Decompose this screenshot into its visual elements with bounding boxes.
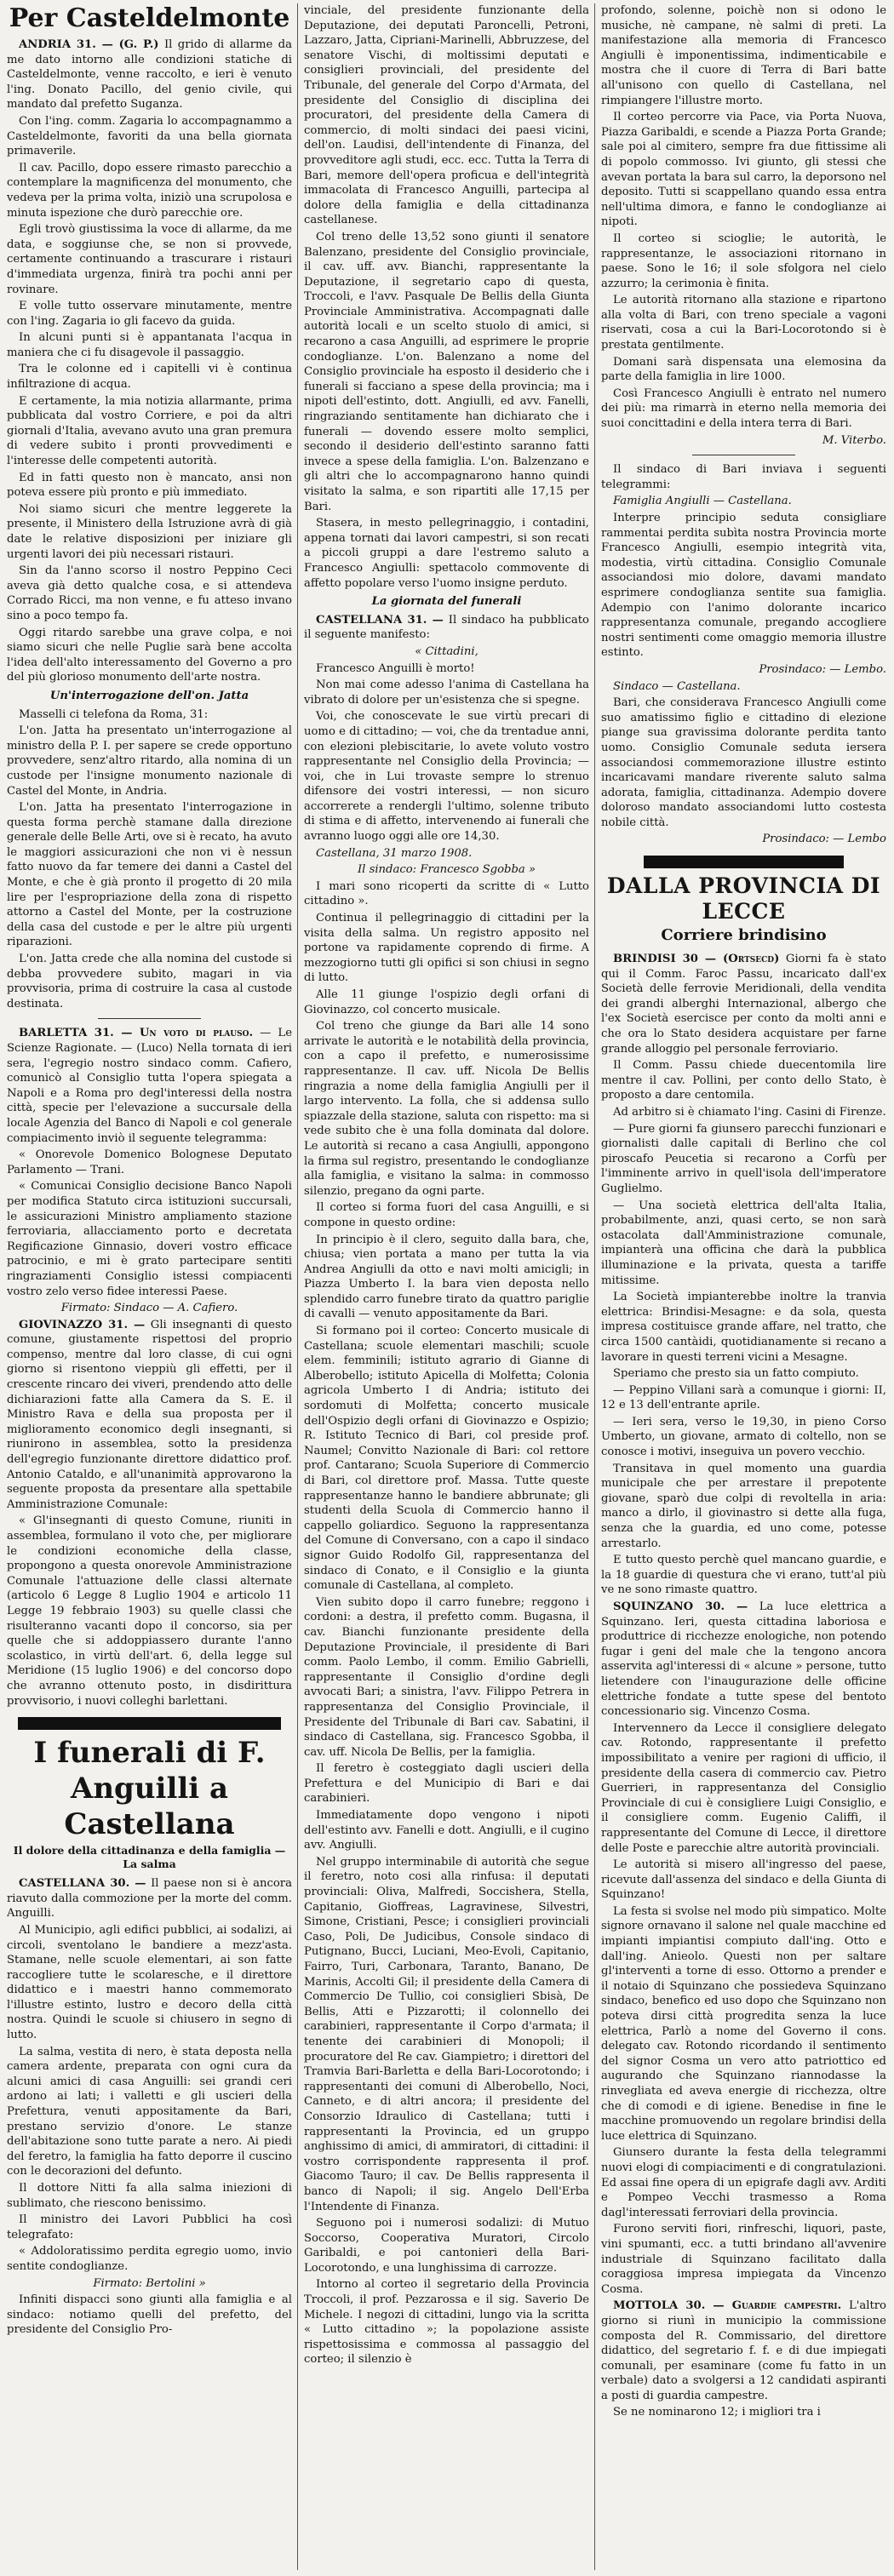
dateline: SQUINZANO 30. —: [613, 1600, 748, 1613]
paragraph: — Peppino Villani sarà a comunque i giorni: II, 12 e 13 dell'entrante aprile.: [601, 1383, 886, 1412]
paragraph: L'on. Jatta ha presentato l'interrogazione in questa forma perchè stamane dalla direzione generale delle Belle Arti, ove si è recato, ha avuto le maggiori assicurazioni che non vi è nessun fatto nuovo da far temere dei danni a Castel del Monte, e che è già pronto il progetto di 20 mila lire per l'espropriazione della zona di rispetto attorno a Castel del Monte, per la costruzione della casa del custode e per le altre più urgenti riparazioni.: [7, 801, 292, 949]
paragraph: [7, 1318, 292, 1513]
headline-funerali: I funerali di F. Anguilli a Castellana: [33, 1736, 266, 1842]
dateline: CASTELLANA 30. —: [19, 1877, 146, 1891]
paragraph: Noi siamo sicuri che mentre leggerete la presente, il Ministero della Istruzione avrà di già date le relative disposizioni per iniziare gli urgenti lavori dei più necessari ristauri.: [7, 502, 292, 561]
paragraph-text: La luce elettrica a Squinzano. Ieri, questa cittadina laboriosa e produttrice di ricchezze enologiche, non potendo fugar i geni del male che la tengono ancora asservita agl'interessi di « alcune » persone, tutto lietendere con l'inaugurazione delle officine elettriche fondate a tutte spese del bentoto concessionario sig. Vincenzo Cosma.: [601, 1600, 886, 1719]
dateline: MOTTOLA 30. — Guardie campestri.: [613, 2299, 842, 2313]
paragraph: L'on. Jatta crede che alla nomina del custode si debba provvedere subito, magari in via provvisoria, prima di costruire la casa al custode destinata.: [7, 953, 292, 1010]
paragraph: Castellana, 31 marzo 1908.: [316, 846, 473, 860]
paragraph: « Cittadini,: [415, 644, 479, 658]
paragraph: Sindaco — Castellana.: [613, 679, 741, 693]
paragraph: In principio è il clero, seguito dalla bara, che, chiusa; vien portata a mano per tutta la via Andrea Angiulli da otto e navi molti amicigli; in Piazza Umberto I. la bara vien deposta nello splendido carro funebre tirato da quattro pariglie di cavalli — venuto appositamente da Bari.: [304, 1233, 589, 1321]
paragraph: Intorno al corteo il segretario della Provincia Troccoli, il prof. Pezzarossa e il sig. Saverio De Michele. I negozi di cittadini, lungo via la scritta « Lutto cittadino »; la popolazione assiste rispettosissima e commossa al passaggio del corteo; il silenzio è: [304, 2278, 589, 2367]
paragraph: E certamente, la mia notizia allarmante, prima pubblicata dal vostro Corriere, e poi da altri giornali d'Italia, avevano avuto una gran premura di vedere subito i pronti provvedimenti e l'interesse delle competenti autorità.: [7, 394, 292, 468]
signature: Il sindaco: Francesco Sgobba »: [357, 863, 536, 877]
paragraph: Infiniti dispacci sono giunti alla famiglia e al sindaco: notiamo quelli del prefetto, del presidente del Consiglio Pro-: [7, 2293, 292, 2337]
paragraph: Bari, che considerava Francesco Angiulli come suo amatissimo figlio e cittadino di elezione piange sua gravissima dolorante perdita tanto uomo. Consiglio Comunale seduta iersera associandosi commemorazione illustre estinto incaricavami mandare riverente saluto salma adorata, famiglia, cittadinanza. Adempio dovere doloroso mandato associandomi lutto costesta nobile città.: [601, 696, 886, 829]
dateline: ANDRIA 31. — (G. P.): [19, 38, 159, 51]
paragraph: « Gl'insegnanti di questo Comune, riuniti in assemblea, formulano il voto che, per migliorare le condizioni economiche della classe, propongono a questa onorevole Amministrazione Comunale l'attuazione delle classi alternate (articolo 6 Legge 8 Luglio 1904 e articolo 11 Legge 19 febbraio 1903) su quelle classi che risulteranno vacanti dopo il concorso, sia per quelle che si addoppiassero durante l'anno scolastico, in virtù dell'art. 6, della legge sul Meridione (15 luglio 1906) e del concorso dopo che avranno ottenuto posto, in disdirittura provvisorio, i nuovi colleghi barlettani.: [7, 1514, 292, 1708]
paragraph: Giunsero durante la festa della telegrammi nuovi elogi di compiacimenti e di congratulazioni. Ed assai fine opera di un epigrafe dagli avv. Arditi e Pompeo Vecchi trasmesso a Roma dagl'interessati ferroviari della provincia.: [601, 2146, 886, 2219]
paragraph: Egli trovò giustissima la voce di allarme, da me data, e soggiunse che, se non si provvede, certamente continuando a trascurare i ristauri d'immediata urgenza, finirà tra pochi anni per rovinare.: [7, 223, 292, 296]
paragraph: Sin da l'anno scorso il nostro Peppino Ceci aveva già detto qualche cosa, e si attendeva Corrado Ricci, ma non venne, e fu atteso invano sino a poco tempo fa.: [7, 564, 292, 622]
paragraph: Intervennero da Lecce il consigliere delegato cav. Rotondo, rappresentante il prefetto impossibilitato a venire per ragioni di ufficio, il presidente della casera di commercio cav. Pietro Guerrieri, in rappresentanza del Consiglio Provinciale di cui è consigliere Luigi Consiglio, e il consigliere comm. Eugenio Califfi, il rappresentante del Comune di Lecce, il direttore delle Poste e parecchie altre autorità provinciali.: [601, 1721, 886, 1855]
paragraph: Masselli ci telefona da Roma, 31:: [19, 707, 209, 721]
dateline: BRINDISI 30 — (Ortsecd): [613, 953, 780, 966]
paragraph: L'on. Jatta ha presentato un'interrogazione al ministro della P. I. per sapere se crede opportuno provvedere, senz'altro ritardo, alla nomina di un custode per l'insigne monumento nazionale di Castel del Monte, in Andria.: [7, 724, 292, 798]
paragraph: Al Municipio, agli edifici pubblici, ai sodalizi, ai circoli, sventolano le bandiere a mezz'asta. Stamane, nelle scuole elementari, ai son fatte raccogliere tutte le scolaresche, e il direttore didattico e i maestri hanno commemorato l'illustre estinto, lustro e decoro della città nostra. Quindi le scuole si chiusero in segno di lutto.: [7, 1923, 292, 2042]
paragraph: Interpre principio seduta consigliare rammentai perdita subìta nostra Provincia morte Francesco Angiulli, esempio integrità vita, modestia, virtù cittadina. Consiglio Comunale associandosi mio dolore, davami mandato esprimere condoglianza sentite sua famiglia. Adempio con l'animo dolorante incarico rappresentanza comunale, pregando accogliere nostri sentimenti come omaggio memoria illustre estinto.: [601, 512, 886, 660]
paragraph-text: L'altro giorno si riunì in municipio la commissione composta del R. Commissario, del direttore didattico, del segretario f. f. e di due impiegati comunali, per esaminare (come fu fatto in un verbale) dato a svolgersi a 12 candidati aspiranti a posti di guardia campestre.: [601, 2299, 886, 2402]
paragraph: — Pure giorni fa giunsero parecchi funzionari e giornalisti dalle capitali di Berlino che col piroscafo Peucetia si recarono a Corfù per l'imminente arrivo in quell'isola dell'imperatore Guglielmo.: [601, 1122, 886, 1195]
paragraph-text: Giorni fa è stato qui il Comm. Faroc Passu, incaricato dall'ex Società delle ferrovie Meridionali, della vendita dei grandi alberghi Internazional, albergo che l'ex Società esercisce per conto da molti anni e che ora lo Stato desidera acquistare per farne grande alloggio pel personale ferroviario.: [601, 953, 886, 1056]
paragraph: Il corteo si forma fuori del casa Anguilli, e si compone in questo ordine:: [304, 1201, 589, 1229]
section-banner: [18, 1717, 280, 1730]
column-1: [7, 3, 292, 2570]
signature: Firmato: Sindaco — A. Cafiero.: [60, 1302, 238, 1315]
paragraph: [7, 37, 292, 112]
paragraph: Se ne nominarono 12; i migliori tra i: [613, 2406, 821, 2419]
paragraph: La Società impianterebbe inoltre la tranvia elettrica: Brindisi-Mesagne: e da sola, questa impresa costituisce grande affare, nel tratto, che circa 1500 cantàidi, quotidianamente si recano a lavorare in questi terreni vicini a Mesagne.: [601, 1291, 886, 1364]
paragraph: Le autorità si misero all'ingresso del paese, ricevute dall'assenza del sindaco e della Giunta di Squinzano!: [601, 1858, 886, 1902]
dateline: CASTELLANA 31. —: [316, 613, 444, 627]
paragraph: Il cav. Pacillo, dopo essere rimasto parecchio a contemplare la magnificenza del monumento, che vedeva per la prima volta, iniziò una scrupolosa e minuta ispezione che durò parecchie ore.: [7, 161, 292, 220]
headline-lecce: DALLA PROVINCIA DI LECCE: [606, 873, 881, 924]
paragraph: Francesco Anguilli è morto!: [316, 661, 475, 675]
paragraph: Furono serviti fiori, rinfreschi, liquori, paste, vini spumanti, ecc. a tutti brindano all'avvenire industriale di Squinzano facilitato dalla coraggiosa impresa impiegata da Vincenzo Cosma.: [601, 2223, 886, 2296]
paragraph: Il sindaco di Bari inviava i seguenti telegrammi:: [601, 463, 886, 491]
subheading-funerali: La giornata del funerali: [371, 595, 522, 609]
paragraph: « Comunicai Consiglio decisione Banco Napoli per modifica Statuto circa istituzioni succursali, le assicurazioni Ministro ampliamento stazione ferroviaria, allacciamento porto e decretata Regificazione Ginnasio, doveri vostro efficace patrocinio, e mi è grato partecipare sentiti ringraziamenti Consiglio istessi compiacenti vostro zelo verso fidee interessi Paese.: [7, 1180, 292, 1298]
column-3: [601, 3, 886, 2570]
paragraph: E tutto questo perchè quel mancano guardie, e la 18 guardie di questura che vi erano, tutt'al più ve ne sono rimaste quattro.: [601, 1554, 886, 1597]
signature: Prosindaco: — Lembo: [762, 833, 886, 846]
paragraph-text: Il sindaco ha pubblicato il seguente manifesto:: [304, 613, 589, 642]
paragraph: profondo, solenne, poichè non si odono le musiche, nè campane, nè salmi di preti. La manifestazione alla memoria di Francesco Angiulli è imponentissima, indimenticabile e mostra che il cuore di Terra di Bari batte all'unisono con quello di Castellana, nel rimpiangere l'illustre morto.: [601, 4, 886, 107]
paragraph: « Onorevole Domenico Bolognese Deputato Parlamento — Trani.: [7, 1148, 292, 1176]
paragraph: Alle 11 giunge l'ospizio degli orfani di Giovinazzo, col concerto musicale.: [304, 988, 589, 1016]
paragraph: Col treno che giunge da Bari alle 14 sono arrivate le autorità e le notabilità della provincia, con a capo il prefetto, e numerosissime rappresentanze. Il cav. uff. Nicola De Bellis ringrazia a nome della famiglia Angiulli per il largo intervento. La folla, che si addensa sullo spiazzale della stazione, saluta con rispetto: ma si vede subito che è una folla dominata dal dolore. Le autorità si recano a casa Angiulli, appongono la firma sul registro, presentando le condoglianze alla famiglia, e visitano la salma: in commosso silenzio, pregano da ogni parte.: [304, 1020, 589, 1198]
paragraph: [601, 1600, 886, 1720]
paragraph: — Una società elettrica dell'alta Italia, probabilmente, anzi, quasi certo, se non sarà ostacolata dall'Amministrazione comunale, impianterà una officina che darà la pubblica illuminazione e la privata, questa a tariffe mitissime.: [601, 1199, 886, 1287]
paragraph: La salma, vestita di nero, è stata deposta nella camera ardente, preparata con ogni cura da alcuni amici di casa Anguilli: sei grandi ceri ardono ai lati; i valletti e gli uscieri della Prefettura, venuti appositamente da Bari, prestano servizio d'onore. Le stanze dell'abitazione sono tutte parate a nero. Ai piedi del feretro, la famiglia ha fatto deporre il cuscino con le decorazioni del defunto.: [7, 2045, 292, 2178]
column-2: [304, 3, 589, 2570]
subheadline-funerali: Il dolore della cittadinanza e della famiglia — La salma: [13, 1844, 286, 1871]
column-rule: [297, 3, 298, 2570]
paragraph: Il corteo percorre via Pace, via Porta Nuova, Piazza Garibaldi, e scende a Piazza Porta Grande; sale poi al cimitero, sempre fra due fittissime ali di popolo commosso. Ivi giunto, gli stessi che avevan portata la bara sul carro, la deporsono nel deposito. Tutti si scappellano quando essa entra nell'ultima dimora, e fanno le condoglianze ai nipoti.: [601, 111, 886, 229]
paragraph: Così Francesco Angiulli è entrato nel numero dei più: ma rimarrà in eterno nella memoria dei suoi concittadini e della intera terra di Bari.: [601, 386, 886, 431]
paragraph: I mari sono ricoperti da scritte di « Lutto cittadino ».: [304, 879, 589, 908]
paragraph: Immediatamente dopo vengono i nipoti dell'estinto avv. Fanelli e dott. Angiulli, e il cugino avv. Angiulli.: [304, 1809, 589, 1852]
paragraph: Il Comm. Passu chiede duecentomila lire mentre il cav. Pollini, per conto dello Stato, è proposto a dare centomila.: [601, 1059, 886, 1102]
paragraph: [304, 613, 589, 643]
paragraph: « Addoloratissimo perdita egregio uomo, invio sentite condoglianze.: [7, 2245, 292, 2273]
paragraph-text: Il paese non si è ancora riavuto dalla commozione per la morte del comm. Anguilli.: [7, 1877, 292, 1921]
paragraph-text: Il grido di allarme da me dato intorno alle condizioni statiche di Casteldelmonte, venne raccolto, e ieri è venuto l'ing. Donato Pacillo, del genio civile, qui mandato dal prefetto Suganza.: [7, 38, 292, 112]
section-banner: [644, 856, 844, 868]
paragraph: E volle tutto osservare minutamente, mentre con l'ing. Zagaria io gli facevo da guida.: [7, 300, 292, 328]
paragraph: [7, 1876, 292, 1921]
paragraph: Il feretro è costeggiato dagli uscieri della Prefettura e del Municipio di Bari e dai carabinieri.: [304, 1762, 589, 1806]
column-rule: [594, 3, 595, 2570]
paragraph: Il ministro dei Lavori Pubblici ha così telegrafato:: [7, 2213, 292, 2241]
paragraph-text: Gli insegnanti di questo comune, giustamente rispettosi del proprio compenso, mentre dal loro classe, di cui ogni giorno si risentono vieppiù gli effetti, per il crescente rincaro dei viveri, prendendo atto delle dichiarazioni fatte alla Camera da S. E. il Ministro Rava e della sua proposta per il miglioramento economico degli insegnanti, si riunirono in assemblea, sotto la presidenza dell'egregio funzionante direttore didattico prof. Antonio Cataldo, e all'unanimità approvarono la seguente proposta da presentare alla spettabile Amministrazione Comunale:: [7, 1318, 292, 1511]
paragraph: Si formano poi il corteo: Concerto musicale di Castellana; scuole elementari maschili; scuole elem. femminili; istituto agrario di Gianne di Alberobello; istituto Apicella di Molfetta; Colonia agricola Umberto I di Andria; istituto dei sordomuti di Molfetta; concerto musicale dell'Ospizio degli orfani di Giovinazzo e Ospizio; R. Istituto Tecnico di Bari, col preside prof. Naumel; Convitto Nazionale di Bari: col rettore prof. Cantarano; Scuola Superiore di Commercio di Bari, col direttore prof. Massa. Tutte queste rappresentanze hanno le bandiere abbrunate; gli studenti della Scuola di Commercio hanno il cappello goliardico. Seguono la rappresentanza del Comune di Conversano, con a capo il sindaco signor Guido Rodolfo Gil, rappresentanza del sindaco di Conato, e il Consiglio e la giunta comunale di Castellana, al completo.: [304, 1325, 589, 1593]
paragraph: Il dottore Nitti fa alla salma iniezioni di sublimato, che riescono benissimo.: [7, 2182, 292, 2210]
signature: M. Viterbo.: [822, 433, 886, 447]
paragraph: vinciale, del presidente funzionante della Deputazione, dei deputati Paroncelli, Petroni, Lazzaro, Jatta, Cipriani-Marinelli, Abbruzzese, del senatore Vischi, di moltissimi deputati e consiglieri provinciali, del presidente del Tribunale, del generale del Corpo d'Armata, del presidente del Consiglio di disciplina dei procuratori, del presidente della Camera di commercio, di molti sindaci dei paesi vicini, dell'on. Laudisi, dell'intendente di Finanza, del provveditore agli studi, ecc. ecc. Tutta la Terra di Bari, memore dell'opera proficua e dell'integrità immacolata di Francesco Anguilli, partecipa al dolore della famiglia e della cittadinanza castellanese.: [304, 4, 589, 227]
paragraph: Non mai come adesso l'anima di Castellana ha vibrato di dolore per un'esistenza che si spegne.: [304, 678, 589, 707]
paragraph: Vien subito dopo il carro funebre; reggono i cordoni: a destra, il prefetto comm. Bugasna, il cav. Bianchi funzionante presidente della Deputazione Provinciale, il presidente di Bari comm. Paolo Lembo, il comm. Emilio Gabrielli, rappresentante il Consiglio d'ordine degli avvocati Bari; a sinistra, l'avv. Filippo Petrera in rappresentanza del Consiglio Provinciale, il Presidente del Tribunale di Bari cav. Sabatini, il sindaco di Castellana, sig. Francesco Sgobba, il cav. uff. Nicola De Bellis, per la famiglia.: [304, 1595, 589, 1759]
paragraph: Famiglia Angiulli — Castellana.: [613, 495, 792, 508]
paragraph: [601, 952, 886, 1056]
paragraph: — Ieri sera, verso le 19,30, in pieno Corso Umberto, un giovane, armato di coltello, non se conosce i motivi, inseguiva un povero vecchio.: [601, 1415, 886, 1459]
paragraph: Voi, che conoscevate le sue virtù precari di uomo e di cittadino; — voi, che da trentadue anni, con elezioni plebiscitarie, lo avete voluto vostro rappresentante nel Consiglio della Provincia; — voi, che in Lui trovaste sempre lo strenuo difensore dei vostri interessi, — non sicuro accorrerete a rendergli l'ultimo, solenne tributo di stima e di affetto, intervenendo ai funerali che avranno luogo oggi alle ore 14,30.: [304, 710, 589, 844]
paragraph: Domani sarà dispensata una elemosina da parte della famiglia in lire 1000.: [601, 355, 886, 384]
headline-casteldelmonte: Per Casteldelmonte: [9, 3, 290, 33]
paragraph: Ed in fatti questo non è mancato, ansi non poteva essere più pronto e più immediato.: [7, 471, 292, 500]
paragraph: Transitava in quel momento una guardia municipale che per arrestare il prepotente giovane, sparò due colpi di revoltella in aria: manco a dirlo, il giovinastro si dette alla fuga, senza che la guardia, ed uno come, potesse arrestarlo.: [601, 1462, 886, 1550]
signature: Firmato: Bertolini »: [93, 2276, 206, 2290]
dateline: GIOVINAZZO 31. —: [19, 1318, 146, 1331]
paragraph: Nel gruppo interminabile di autorità che segue il feretro, noto cosi alla rinfusa: il deputati provinciali: Oliva, Malfredi, Soccishera, Stella, Capitanio, Gioffreas, Lagravinese, Silvestri, Simone, Cristiani, Pesce; i consiglieri provinciali Caso, Poli, De Judicibus, Console sindaco di Putignano, Bucci, Luciani, Meo-Evoli, Capitanio, Fairro, Turi, Carbonara, Taranto, Banano, De Marinis, Accolti Gil; il presidente della Camera di Commercio De Tullio, coi consiglieri Sbisà, De Bellis, Atti e Pizzarotti; il colonnello dei carabinieri, rappresentante il Corpo d'armata; il tenente dei carabinieri di Monopoli; il procuratore del Re cav. Giampietro; i direttori del Tramvia Bari-Barletta e della Bari-Locorotondo; i rappresentanti dei comuni di Alberobello, Noci, Canneto, e di altri ancora; il presidente del Consorzio Idraulico di Castellana; tutti i rappresentanti la Provincia, ed un gruppo anghissimo di amici, di ammiratori, di cittadini: il vostro corrispondente rappresenta il prof. Giacomo Tauro; il cav. De Bellis rappresenta il banco di Napoli; il sig. Angelo Dell'Erba l'Intendente di Finanza.: [304, 1855, 589, 2213]
paragraph: Ad arbitro si è chiamato l'ing. Casini di Firenze.: [613, 1106, 886, 1119]
paragraph: Le autorità ritornano alla stazione e ripartono alla volta di Bari, con treno speciale a vagoni riservati, cosa a cui la Bari-Locorotondo si è prestata gentilmente.: [601, 294, 886, 352]
dateline: BARLETTA 31. — Un voto di plauso.: [19, 1027, 254, 1040]
subheading-jatta: Un'interrogazione dell'on. Jatta: [49, 689, 249, 702]
paragraph: Con l'ing. comm. Zagaria lo accompagnammo a Casteldelmonte, favoriti da una bella giornata primaverile.: [7, 114, 292, 158]
paragraph: Seguono poi i numerosi sodalizi: di Mutuo Soccorso, Cooperativa Muratori, Circolo Garibaldi, e poi cantonieri della Bari-Locorotondo, e una lunghissima di carrozze.: [304, 2217, 589, 2275]
paragraph: Oggi ritardo sarebbe una grave colpa, e noi siamo sicuri che nelle Puglie sarà bene accolta l'idea dell'alto interessamento del Governo a pro del più glorioso monumento dell'arte nostra.: [7, 626, 292, 684]
paragraph-text: — Le Scienze Ragionate. — (Luco) Nella tornata di ieri sera, l'egregio nostro sindaco comm. Cafiero, comunicò al Consiglio tutta l'opera spiegata a Napoli e a Roma pro degl'interessi della nostra città, specie per l'elevazione a succursale della locale Agenzia del Banco di Napoli e col generale compiacimento inviò il seguente telegramma:: [7, 1027, 292, 1145]
paragraph: Speriamo che presto sia un fatto compiuto.: [613, 1367, 859, 1381]
paragraph: Il corteo si scioglie; le autorità, le rappresentanze, le associazioni ritornano in paese. Sono le 16; il sole sfolgora nel cielo azzurro; la cerimonia è finita.: [601, 232, 886, 290]
paragraph: [601, 2298, 886, 2403]
paragraph: [7, 1026, 292, 1146]
paragraph: Continua il pellegrinaggio di cittadini per la visita della salma. Un registro apposito nel portone va rapidamente coprendo di firme. A mezzogiorno tutti gli opifici si son chiusi in segno di lutto.: [304, 912, 589, 985]
paragraph: In alcuni punti si è appantanata l'acqua in maniera che ci fu disagevole il passaggio.: [7, 331, 292, 359]
section-divider: [98, 1018, 201, 1019]
paragraph: Tra le colonne ed i capitelli vi è continua infiltrazione di acqua.: [7, 363, 292, 392]
paragraph: Stasera, in mesto pellegrinaggio, i contadini, appena tornati dai lavori campestri, si son recati a piccoli gruppi a dare l'estremo saluto a Francesco Angiulli: spettacolo commovente di affetto popolare verso l'uomo insigne perduto.: [304, 517, 589, 590]
paragraph: La festa si svolse nel modo più simpatico. Molte signore ornavano il salone nel quale macchine ed impianti impiantisi compiuto dall'ing. Otto e dall'ing. Anieolo. Questi non per saltare gl'interventi a torne di esso. Ottorno a prender e il notaio di Squinzano che possiedeva Squinzano sindaco, benefico ed uso dopo che Squinzano non poteva dirsi città progredita senza la luce elettrica, Parlò a nome del Governo il cons. delegato cav. Rotondo ricordando il sentimento del signor Cosma un vero atto patriottico ed augurando che Squinzano riannodasse la rinvegliata ed aveva energie di ricchezza, oltre che di comodi e di igiene. Benedise in fine le macchine promuovendo un regolare brindisi della luce elettrica di Squinzano.: [601, 1904, 886, 2143]
subheadline-brindisino: Corriere brindisino: [661, 926, 827, 945]
signature: Prosindaco: — Lembo.: [759, 662, 886, 676]
paragraph: Col treno delle 13,52 sono giunti il senatore Balenzano, presidente del Consiglio provinciale, il cav. uff. avv. Bianchi, rappresentante la Deputazione, il segretario capo di questa, Troccoli, e l'avv. Pasquale De Bellis della Giunta Provinciale Amministrativa. Accompagnati dalle autorità locali e un scelto stuolo di amici, si recarono a casa Anguilli, ad esprimere le proprie condoglianze. L'on. Balenzano a nome del Consiglio provinciale ha esposto il desiderio che i funerali si facciano a spese della provincia; ma i nipoti dell'estinto, dott. Angiulli, ed avv. Fanelli, ringraziando sentitamente han dichiarato che i funerali — dovendo essere molto semplici, secondo il desiderio dell'estinto saranno fatti invece a spese della famiglia. L'on. Balzenzano e gli altri che lo accompagnarono hanno quindi visitato la salma, e son ripartiti alle 17,15 per Bari.: [304, 230, 589, 513]
